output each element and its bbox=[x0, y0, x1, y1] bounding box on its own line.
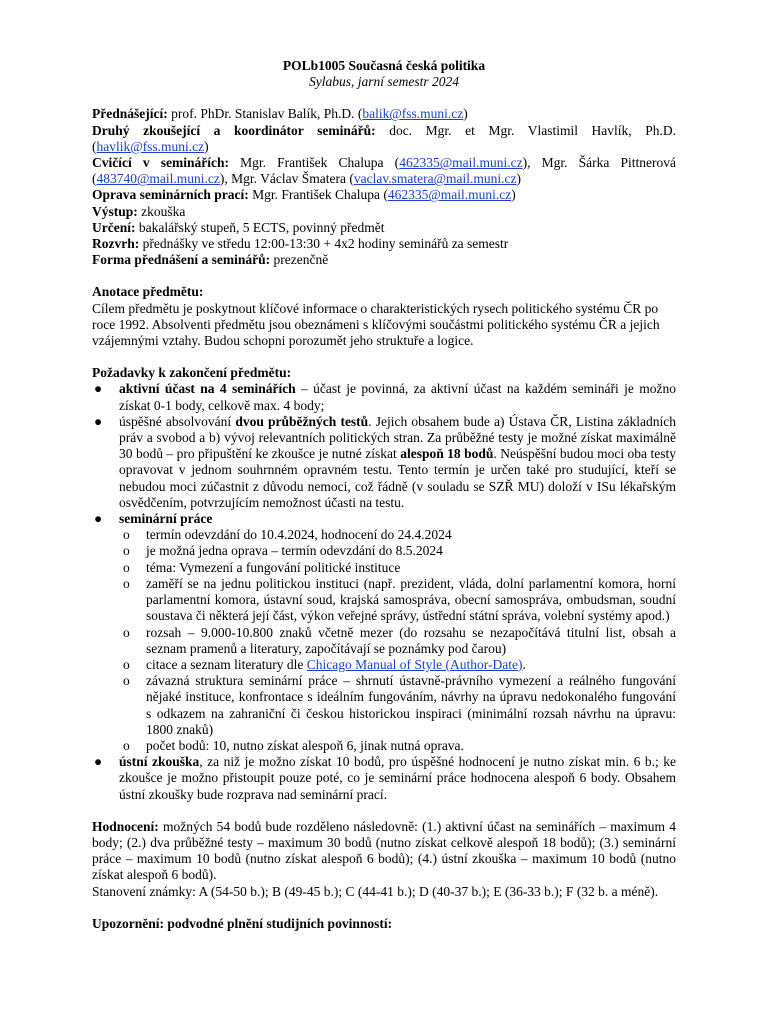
requirement-oral-exam bbox=[92, 754, 676, 803]
circle-bullet-icon: o bbox=[123, 624, 130, 640]
output-line bbox=[92, 204, 676, 220]
requirement-attendance-text: – účast je povinná, za aktivní účast na každém semináři je možno získat 0-1 body, celkově max. 4 body; bbox=[119, 381, 676, 413]
requirement-oral-exam-text: , za niž je možno získat 10 bodů, pro úspěšné hodnocení je nutno získat min. 6 b.; ke zkoušce je možno přistoupit pouze poté, co je seminární práce hodnocena alespoň 6 body. Obsahem ústní zkoušky bude rozprava nad seminární prací. bbox=[119, 754, 676, 802]
sub-item bbox=[119, 543, 676, 559]
annotation-text: Cílem předmětu je poskytnout klíčové informace o charakteristických rysech politického systému ČR po roce 1992. Absolventi předmětu jsou obeznámeni s klíčovými součástmi politického systému ČR a jejich vzájemnými vztahy. Budou schopni porozumět jeho struktuře a logice. bbox=[92, 300, 660, 349]
seminar-teacher-3: ), Mgr. Václav Šmatera ( bbox=[219, 171, 354, 187]
sub-item-text: závazná struktura seminární práce – shrnutí ústavně-právního vymezení a reálného fungování nějaké instituce, konfrontace s ideálním fungováním, návrhy na úpravu nedokonalého fungování s odkazem na zahraniční či českou historickou inspiraci (minimální rozsah návrhu na úpravu: 1800 znaků) bbox=[146, 673, 676, 737]
sub-item-text: počet bodů: 10, nutno získat alespoň 6, jinak nutná oprava. bbox=[146, 737, 464, 753]
requirement-tests-title: dvou průběžných testů bbox=[235, 413, 369, 429]
requirement-tests-text: . Jejich obsahem bude a) Ústava ČR, Listina základních práv a svobod a b) vývoj relevantních politických stran. Za průběžné testy je možné získat maximálně 30 bodů – pro připuštění ke zkoušce je nutné získat bbox=[119, 413, 676, 462]
requirements-heading-text: Požadavky k zakončení předmětu: bbox=[92, 365, 292, 381]
grading-paragraph bbox=[92, 819, 676, 884]
requirements-heading bbox=[92, 365, 676, 381]
seminar-teachers-line: Cvičící v seminářích: Mgr. František Chalupa (462335@mail.muni.cz), Mgr. Šárka Pittnerová (483740@mail.muni.cz), Mgr. Václav Šmatera (vaclav.smatera@mail.muni.cz) bbox=[92, 155, 677, 187]
circle-bullet-icon: o bbox=[123, 575, 130, 591]
grading-text: možných 54 bodů bude rozděleno následovně: (1.) aktivní účast na seminářích – maximum 4 body; (2.) dva průběžné testy – maximum 30 bodů (nutno získat celkově alespoň 18 bodů); (3.) seminární práce – maximum 10 bodů (nutno získat alespoň 6 bodů); (4.) ústní zkouška – maximum 10 bodů (nutno získat alespoň 6 bodů). bbox=[92, 818, 677, 883]
sub-item bbox=[119, 527, 676, 543]
seminar-teacher-1: Mgr. František Chalupa ( bbox=[240, 155, 400, 171]
examiner-label: Druhý zkoušející a koordinátor seminářů: bbox=[92, 122, 376, 138]
circle-bullet-icon: o bbox=[123, 527, 130, 543]
requirement-attendance bbox=[92, 381, 676, 413]
warning-heading bbox=[92, 916, 676, 932]
examiner-line: Druhý zkoušející a koordinátor seminářů: doc. Mgr. et Mgr. Vlastimil Havlík, Ph.D. (havlik@fss.muni.cz) bbox=[92, 122, 677, 154]
sub-item-text: téma: Vymezení a fungování politické instituce bbox=[146, 559, 401, 575]
seminar-email-2-link[interactable]: 483740@mail.muni.cz bbox=[96, 171, 220, 187]
form-line bbox=[92, 252, 676, 268]
sub-item bbox=[119, 657, 676, 673]
annotation-heading bbox=[92, 284, 676, 300]
circle-bullet-icon: o bbox=[123, 559, 130, 575]
course-subtitle: Sylabus, jarní semestr 2024 bbox=[309, 74, 459, 90]
purpose-label: Určení: bbox=[92, 219, 136, 235]
grading-label: Hodnocení: bbox=[92, 818, 159, 834]
chicago-manual-link[interactable]: Chicago Manual of Style (Author-Date) bbox=[306, 656, 523, 672]
sub-item-text: rozsah – 9.000-10.800 znaků včetně mezer (do rozsahu se nezapočítává titulní list, obsah a seznam pramenů a literatury, započítávají se poznámky pod čarou) bbox=[146, 624, 676, 656]
examiner-text: doc. Mgr. et Mgr. Vlastimil Havlík, Ph.D. ( bbox=[92, 122, 677, 154]
lecturer-email-link[interactable]: balik@fss.muni.cz bbox=[362, 106, 464, 122]
requirement-seminar-paper-title: seminární práce bbox=[119, 511, 213, 527]
correction-line: Oprava seminárních prací: Mgr. František Chalupa (462335@mail.muni.cz) bbox=[92, 187, 516, 203]
sub-item bbox=[119, 673, 676, 738]
warning-heading-text: Upozornění: podvodné plnění studijních povinností: bbox=[92, 915, 393, 931]
sub-item-text-end: . bbox=[522, 656, 526, 672]
requirement-tests-min: alespoň 18 bodů bbox=[400, 446, 494, 462]
sub-item bbox=[119, 738, 676, 754]
sub-item-text: citace a seznam literatury dle bbox=[146, 656, 307, 672]
lecturer-text: prof. PhDr. Stanislav Balík, Ph.D. ( bbox=[171, 106, 363, 122]
bullet-icon: ● bbox=[94, 511, 103, 527]
circle-bullet-icon: o bbox=[123, 673, 130, 689]
lecturer-label: Přednášející: bbox=[92, 106, 168, 122]
lecturer-line: Přednášející: prof. PhDr. Stanislav Balík, Ph.D. (balik@fss.muni.cz) bbox=[92, 106, 468, 122]
correction-label: Oprava seminárních prací: bbox=[92, 187, 249, 203]
purpose-text: bakalářský stupeň, 5 ECTS, povinný předmět bbox=[138, 219, 385, 235]
purpose-line bbox=[92, 220, 676, 236]
form-label: Forma přednášení a seminářů: bbox=[92, 252, 271, 268]
bullet-icon: ● bbox=[94, 754, 103, 770]
requirement-tests-post: . Neúspěšní budou moci oba testy opravovat v jednom souhrnném opravném testu. Tento termín je určen také pro studující, kteří se nebudou moci zúčastnit z důvodu nemoci, což řádně (v souladu se SZŘ MU) doloží v ISu lékařským osvědčením, potvrzujícím nemožnost účasti na testu. bbox=[119, 446, 676, 510]
circle-bullet-icon: o bbox=[123, 737, 130, 753]
schedule-label: Rozvrh: bbox=[92, 236, 140, 252]
sub-item-text: je možná jedna oprava – termín odevzdání do 8.5.2024 bbox=[146, 543, 443, 559]
seminar-paper-sublist bbox=[119, 527, 676, 754]
output-label: Výstup: bbox=[92, 203, 138, 219]
form-text: prezenčně bbox=[273, 252, 329, 268]
seminar-label: Cvičící v seminářích: bbox=[92, 155, 230, 171]
annotation-heading-text: Anotace předmětu: bbox=[92, 284, 204, 300]
sub-item-text: termín odevzdání do 10.4.2024, hodnocení do 24.4.2024 bbox=[146, 527, 452, 543]
seminar-email-1-link[interactable]: 462335@mail.muni.cz bbox=[399, 155, 523, 171]
circle-bullet-icon: o bbox=[123, 656, 130, 672]
seminar-email-3-link[interactable]: vaclav.smatera@mail.muni.cz bbox=[353, 171, 517, 187]
sub-item bbox=[119, 576, 676, 625]
correction-email-link[interactable]: 462335@mail.muni.cz bbox=[387, 187, 512, 203]
requirement-oral-exam-title: ústní zkouška bbox=[119, 754, 200, 770]
requirement-tests bbox=[92, 414, 676, 511]
schedule-line bbox=[92, 236, 676, 252]
correction-text: Mgr. František Chalupa ( bbox=[252, 187, 388, 203]
output-text: zkouška bbox=[141, 203, 186, 219]
examiner-email-link[interactable]: havlik@fss.muni.cz bbox=[96, 138, 205, 154]
requirement-attendance-title: aktivní účast na 4 seminářích bbox=[119, 381, 296, 397]
circle-bullet-icon: o bbox=[123, 543, 130, 559]
sub-item bbox=[119, 625, 676, 657]
requirements-list bbox=[92, 381, 676, 802]
seminar-teacher-2: ), Mgr. Šárka Pittnerová ( bbox=[92, 155, 677, 187]
requirement-seminar-paper bbox=[92, 511, 676, 754]
course-title: POLb1005 Současná česká politika bbox=[282, 58, 486, 73]
sub-item-text: zaměří se na jednu politickou instituci (např. prezident, vláda, dolní parlamentní komora, horní parlamentní komora, ústavní soud, krajská samospráva, obecní samospráva, ombudsman, soudní soustava či některá její část, výkon veřejné správy, ústřední státní správa, volební systémy apod.) bbox=[146, 575, 676, 624]
schedule-text: přednášky ve středu 12:00-13:30 + 4x2 hodiny seminářů za semestr bbox=[142, 236, 509, 252]
bullet-icon: ● bbox=[94, 381, 103, 397]
grading-scale: Stanovení známky: A (54-50 b.); B (49-45 b.); C (44-41 b.); D (40-37 b.); E (36-33 b.); F (32 b. a méně). bbox=[92, 883, 659, 899]
bullet-icon: ● bbox=[94, 413, 103, 429]
sub-item bbox=[119, 560, 676, 576]
syllabus-page bbox=[92, 58, 676, 932]
requirement-tests-pre: úspěšné absolvování bbox=[119, 413, 236, 429]
